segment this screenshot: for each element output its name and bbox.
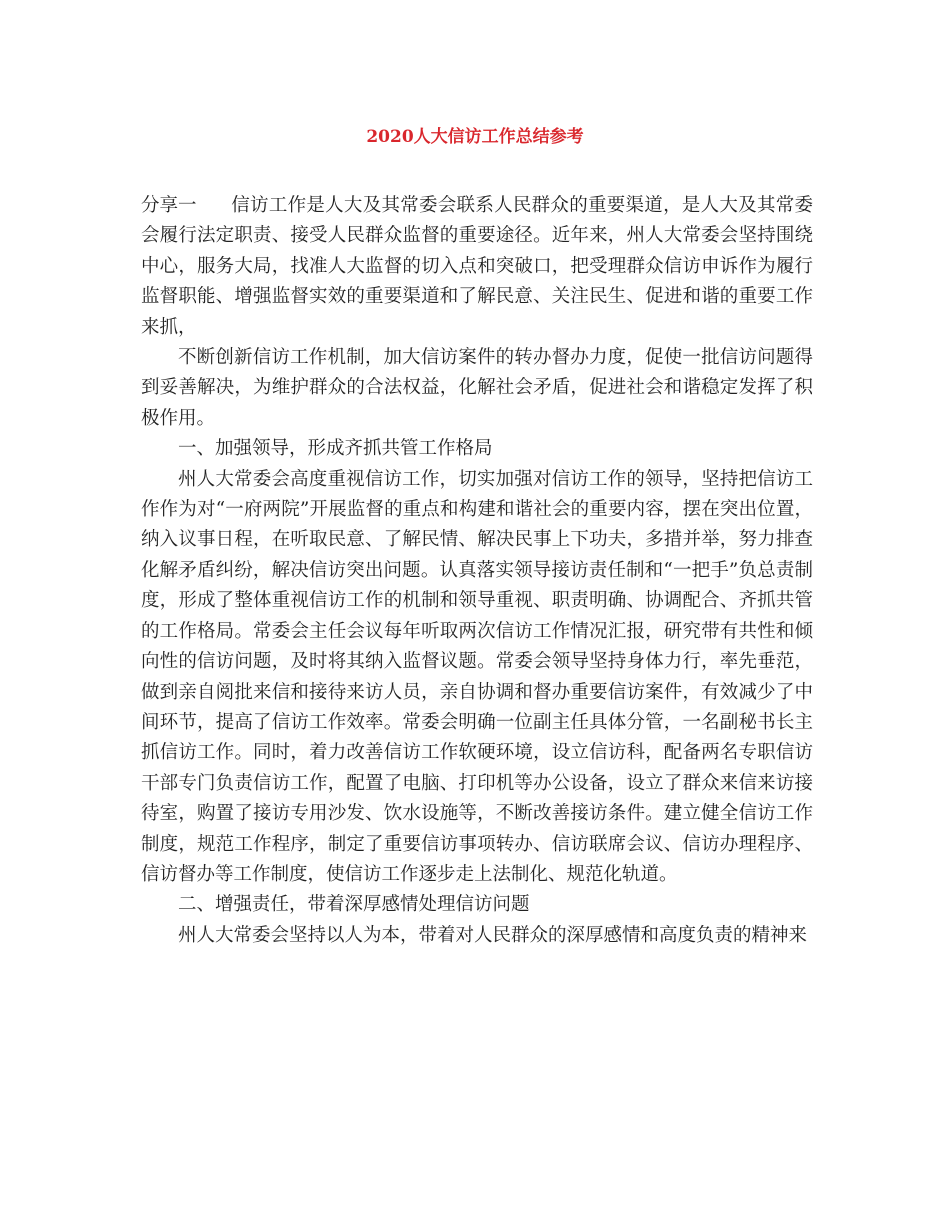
document-title: 2020人大信访工作总结参考 <box>366 127 584 147</box>
share-label: 分享一 <box>141 195 197 216</box>
paragraph-intro <box>141 191 813 343</box>
paragraph: 不断创新信访工作机制，加大信访案件的转办督办力度，促使一批信访问题得到妥善解决，为维护群众的合法权益，化解社会矛盾，促进社会和谐稳定发挥了积极作用。 <box>141 347 813 429</box>
paragraph: 州人大常委会坚持以人为本，带着对人民群众的深厚感情和高度负责的精神来 <box>178 924 808 946</box>
paragraph-text: 信访工作是人大及其常委会联系人民群众的重要渠道，是人大及其常委会履行法定职责、接受人民群众监督的重要途径。近年来，州人大常委会坚持围绕中心，服务大局，找准人大监督的切入点和突破口，把受理群众信访申诉作为履行监督职能、增强监督实效的重要渠道和了解民意、关注民生、促进和谐的重要工作来抓， <box>141 195 813 338</box>
paragraph: 州人大常委会高度重视信访工作，切实加强对信访工作的领导，坚持把信访工作作为对“一府两院”开展监督的重点和构建和谐社会的重要内容，摆在突出位置，纳入议事日程，在听取民意、了解民情、解决民事上下功夫，多措并举，努力排查化解矛盾纠纷，解决信访突出问题。认真落实领导接访责任制和“一把手”负总责制度，形成了整体重视信访工作的机制和领导重视、职责明确、协调配合、齐抓共管的工作格局。常委会主任会议每年听取两次信访工作情况汇报，研究带有共性和倾向性的信访问题，及时将其纳入监督议题。常委会领导坚持身体力行，率先垂范，做到亲自阅批来信和接待来访人员，亲自协调和督办重要信访案件，有效减少了中间环节，提高了信访工作效率。常委会明确一位副主任具体分管，一名副秘书长主抓信访工作。同时，着力改善信访工作软硬环境，设立信访科，配备两名专职信访干部专门负责信访工作，配置了电脑、打印机等办公设备，设立了群众来信来访接待室，购置了接访专用沙发、饮水设施等，不断改善接访条件。建立健全信访工作制度，规范工作程序，制定了重要信访事项转办、信访联席会议、信访办理程序、信访督办等工作制度，使信访工作逐步走上法制化、规范化轨道。 <box>141 468 813 885</box>
section-heading: 一、加强领导，形成齐抓共管工作格局 <box>178 438 493 460</box>
section-heading: 二、增强责任，带着深厚感情处理信访问题 <box>178 894 530 916</box>
document-body <box>141 191 813 951</box>
